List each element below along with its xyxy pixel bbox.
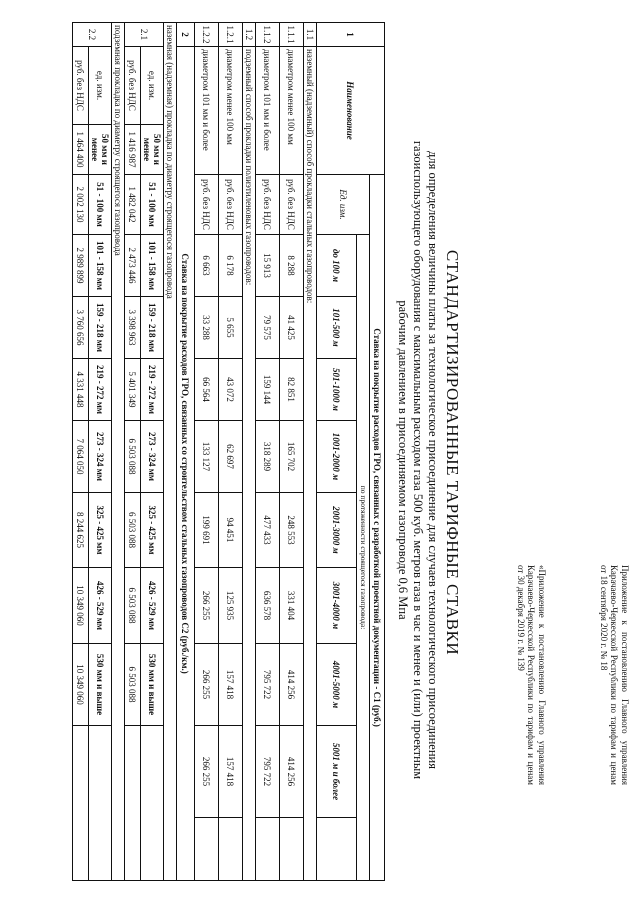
cell-empty: [89, 726, 112, 881]
cell-value: 79 575: [256, 297, 280, 359]
cell-value: 66 564: [195, 359, 219, 421]
cell-value: 7 064 050: [73, 421, 89, 493]
cell-value: 165 702: [280, 421, 304, 493]
length-col: 501-1000 м: [317, 359, 357, 421]
diameter-col: 51 - 100 мм: [89, 175, 112, 235]
cell-value: 248 553: [280, 493, 304, 568]
subtitle-line-3: рабочим давлением в присоединяемом газопроводе 0,6 Мпа: [396, 300, 410, 620]
cell-empty: [141, 726, 164, 881]
length-col: 3001-4000 м: [317, 568, 357, 644]
cell-empty: [219, 818, 243, 881]
length-col: 1001-2000 м: [317, 421, 357, 493]
row-num: 1.1: [304, 23, 317, 47]
cell-value: 6 663: [195, 235, 219, 297]
cell-empty: [280, 818, 304, 881]
cell-value: 82 851: [280, 359, 304, 421]
cell-value: 6 503 088: [125, 644, 141, 726]
cell-value: 636 578: [256, 568, 280, 644]
annex-previous-note: «Приложение к постановлению Главного управления Карачаево-Черкесской Республики по тарифам и ценам от 30 декабря 2019 г. № 139: [516, 565, 547, 785]
diameter-col: 51 - 100 мм: [141, 175, 164, 235]
cell-value: 6 503 088: [125, 568, 141, 644]
cell-value: 6 503 088: [125, 493, 141, 568]
row-num: 1.1.1: [280, 23, 304, 47]
cell-value: 62 697: [219, 421, 243, 493]
page-title: СТАНДАРТИЗИРОВАННЫЕ ТАРИФНЫЕ СТАВКИ: [443, 249, 462, 656]
cell-value: 414 256: [280, 726, 304, 818]
cell-value: 94 451: [219, 493, 243, 568]
cell-value: 266 255: [195, 568, 219, 644]
row-num: 2.2: [73, 23, 112, 47]
row-name: диаметром менее 100 мм: [219, 47, 243, 175]
section1-title: Ставка на покрытие расходов ГРО, связанных с разработкой проектной документации - С1 (руб.): [370, 175, 385, 881]
length-col-spare: [317, 818, 357, 881]
cell-empty: [256, 818, 280, 881]
cell-value: 10 349 060: [73, 568, 89, 644]
diameter-col: 325 - 425 мм: [89, 493, 112, 568]
diameter-col: 426 - 529 мм: [89, 568, 112, 644]
diameter-col: 159 - 218 мм: [89, 297, 112, 359]
cell-value: 331 404: [280, 568, 304, 644]
cell-value: 41 425: [280, 297, 304, 359]
annex-current-note: Приложение к постановлению Главного управления Карачаево-Черкесской Республики по тарифам и ценам от 18 сентября 2020 г. № 18: [599, 565, 630, 785]
row-unit: руб. без НДС: [256, 175, 280, 235]
subsection-2-2-title: подземная прокладка по диаметру строящегося газопровода: [112, 23, 125, 881]
cell-value: 795 722: [256, 726, 280, 818]
diameter-col: 219 - 272 мм: [141, 359, 164, 421]
row-num: 1.2.2: [195, 23, 219, 47]
cell-value: 3 398 963: [125, 297, 141, 359]
diameter-col: 159 - 218 мм: [141, 297, 164, 359]
cell-value: 159 144: [256, 359, 280, 421]
diameter-col: 50 мм и менее: [141, 125, 164, 175]
cell-value: 6 178: [219, 235, 243, 297]
cell-value: 5 655: [219, 297, 243, 359]
row-num: 1.1.2: [256, 23, 280, 47]
cell-value: 795 722: [256, 644, 280, 726]
diameter-col: 426 - 529 мм: [141, 568, 164, 644]
cell-value: 157 418: [219, 726, 243, 818]
row-num: 2.1: [125, 23, 164, 47]
cell-value: 1 416 987: [125, 125, 141, 175]
col-name-header: Наименование: [317, 47, 385, 175]
diameter-col: 101 - 158 мм: [89, 235, 112, 297]
row-unit: руб. без НДС: [219, 175, 243, 235]
cell-value: 2 002 130: [73, 175, 89, 235]
cell-value: 6 503 088: [125, 421, 141, 493]
length-col: 5001 м и более: [317, 726, 357, 818]
row-unit: руб. без НДС: [195, 175, 219, 235]
diameter-col: 325 - 425 мм: [141, 493, 164, 568]
cell-value: 2 989 899: [73, 235, 89, 297]
row-num: 1.2.1: [219, 23, 243, 47]
tariff-table: [72, 22, 385, 881]
row-num: 1.2: [243, 23, 256, 47]
cell-empty: [73, 726, 89, 881]
subsection-2-1-title: наземная (надземная) прокладка по диаметру строящегося газопровода: [164, 23, 177, 881]
cell-value: 157 418: [219, 644, 243, 726]
subtitle-line-2: газоиспользующего оборудования с максимальным расходом газа 500 куб. метров газа в час и менее и (или) проектным: [411, 140, 425, 780]
row-unit: руб. без НДС: [73, 47, 89, 125]
length-col: 4001-5000 м: [317, 644, 357, 726]
row-unit-label: ед. изм.: [89, 47, 112, 125]
section2-title: Ставка на покрытие расходов ГРО, связанных со строительством стальных газопроводов С2 (руб./км.): [177, 47, 195, 881]
subtitle-line-1: для определения величины платы за технологическое присоединение для случаев технологического присоединения: [426, 151, 440, 769]
col-num-header: 1: [317, 23, 385, 47]
cell-value: 43 072: [219, 359, 243, 421]
length-caption: по протяженности строящегося газопровода:: [357, 235, 370, 881]
cell-value: 15 913: [256, 235, 280, 297]
diameter-col: 530 мм и выше: [89, 644, 112, 726]
cell-value: 4 331 448: [73, 359, 89, 421]
row-name: диаметром 101 мм и более: [195, 47, 219, 175]
length-col: 2001-3000 м: [317, 493, 357, 568]
cell-value: 266 255: [195, 644, 219, 726]
length-col: 101-500 м: [317, 297, 357, 359]
row-name: диаметром менее 100 мм: [280, 47, 304, 175]
cell-value: 33 288: [195, 297, 219, 359]
cell-value: 1 482 042: [125, 175, 141, 235]
cell-value: 477 433: [256, 493, 280, 568]
cell-value: 3 760 656: [73, 297, 89, 359]
cell-value: 318 289: [256, 421, 280, 493]
diameter-col: 101 - 158 мм: [141, 235, 164, 297]
diameter-col: 219 - 272 мм: [89, 359, 112, 421]
cell-value: 199 691: [195, 493, 219, 568]
row-name: диаметром 101 мм и более: [256, 47, 280, 175]
cell-value: 266 255: [195, 726, 219, 818]
col-unit-header: Ед. изм.: [317, 175, 370, 235]
row-group-label: наземный (надземный) способ прокладки стальных газопроводов:: [304, 47, 317, 881]
row-unit: руб. без НДС: [125, 47, 141, 125]
length-col: до 100 м: [317, 235, 357, 297]
row-group-label: подземный способ прокладки полиэтиленовых газопроводов:: [243, 47, 256, 881]
row-unit-label: ед. изм.: [141, 47, 164, 125]
cell-value: 8 244 625: [73, 493, 89, 568]
cell-value: 133 127: [195, 421, 219, 493]
cell-value: 5 401 349: [125, 359, 141, 421]
cell-value: 414 256: [280, 644, 304, 726]
diameter-col: 273 - 324 мм: [89, 421, 112, 493]
cell-value: 1 464 400: [73, 125, 89, 175]
cell-value: 10 349 060: [73, 644, 89, 726]
cell-value: 2 473 446: [125, 235, 141, 297]
cell-empty: [125, 726, 141, 881]
cell-value: 125 935: [219, 568, 243, 644]
diameter-col: 50 мм и менее: [89, 125, 112, 175]
cell-empty: [195, 818, 219, 881]
diameter-col: 530 мм и выше: [141, 644, 164, 726]
section2-num: 2: [177, 23, 195, 47]
row-unit: руб. без НДС: [280, 175, 304, 235]
cell-value: 8 288: [280, 235, 304, 297]
diameter-col: 273 - 324 мм: [141, 421, 164, 493]
